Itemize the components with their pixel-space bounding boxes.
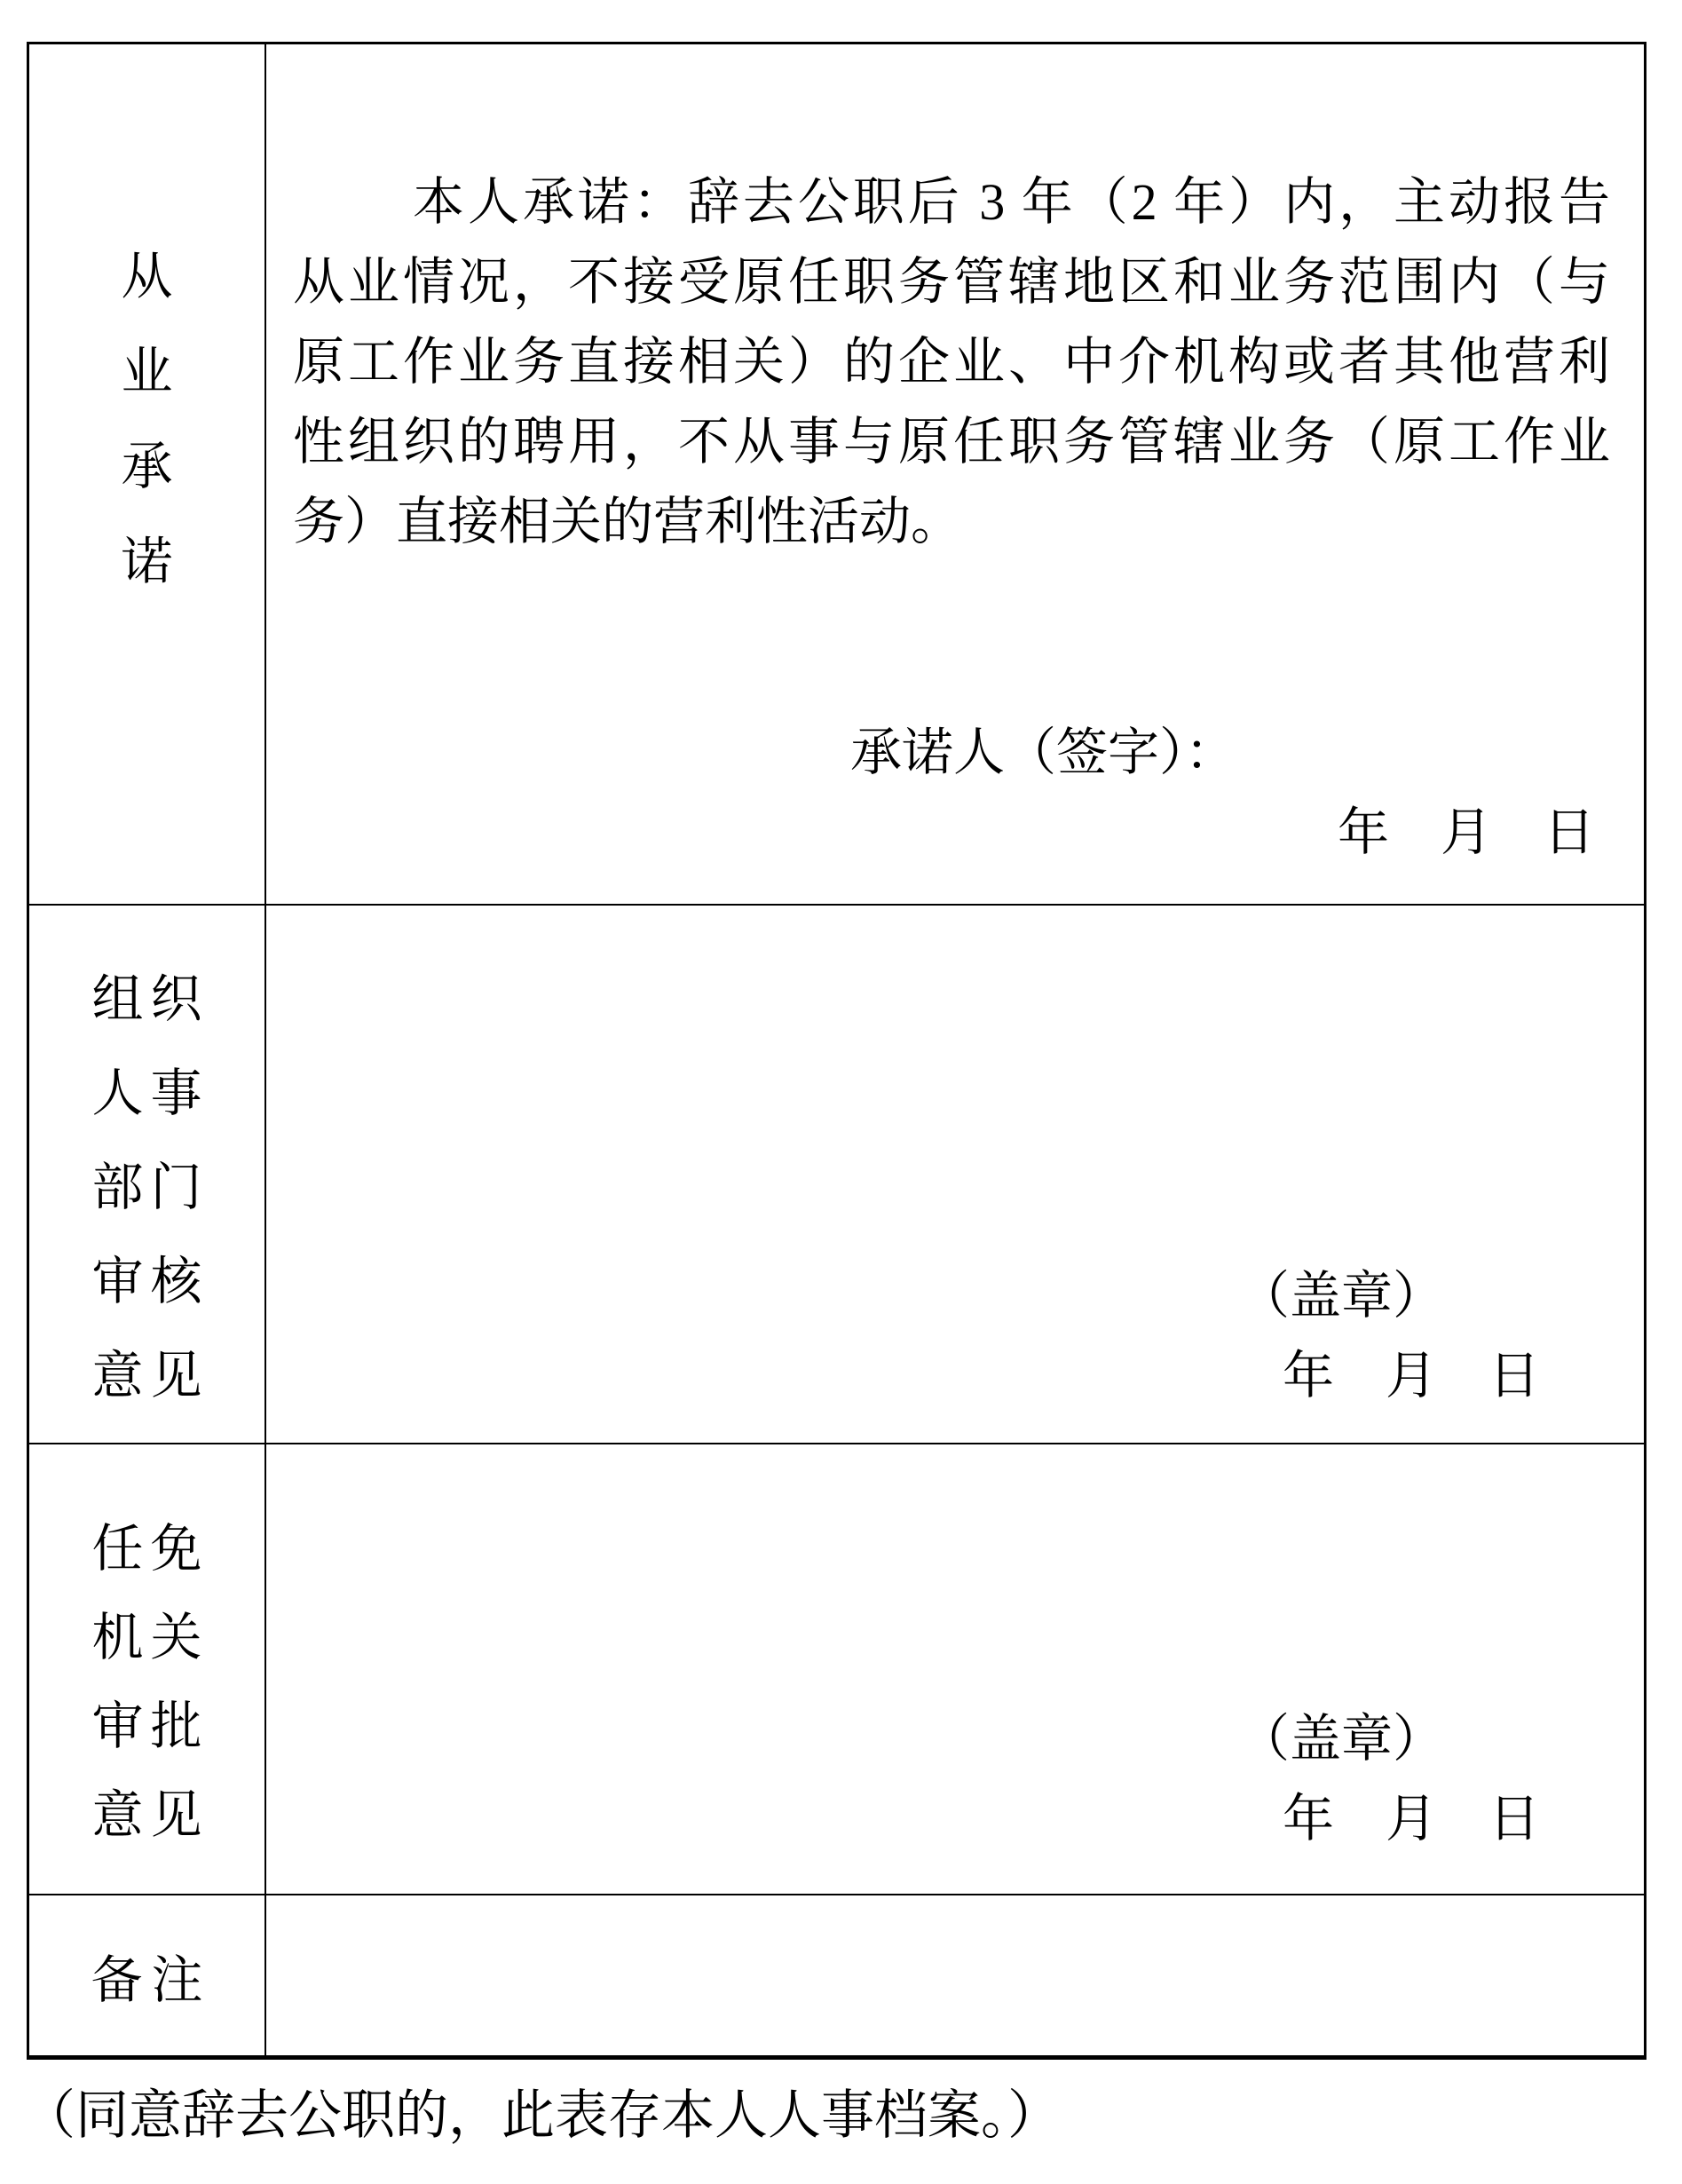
hr-review-date-line: 年 月 日 (1282, 1347, 1540, 1405)
remarks-row-label (29, 1895, 266, 2055)
paragraph-line: 务）直接相关的营利性活动。 (293, 493, 963, 550)
approval-row (29, 1444, 1644, 1895)
hr-review-row (29, 906, 1644, 1444)
commitment-label-char: 从 (121, 248, 173, 305)
approval-date-line: 年 月 日 (1282, 1790, 1540, 1848)
hr-review-stamp-placeholder: （盖章） (1237, 1267, 1444, 1325)
hr-review-label-line: 组织 (91, 970, 209, 1028)
commitment-date-line: 年 月 日 (1337, 803, 1595, 861)
remarks-content-cell (266, 1895, 1644, 2055)
paragraph-line: 本人承诺：辞去公职后 3 年（2 年）内，主动报告 (413, 173, 1610, 231)
approval-label-line: 任免 (91, 1520, 209, 1578)
commitment-paragraph (293, 162, 1610, 562)
commitment-row (29, 44, 1644, 906)
commitment-row-label (29, 44, 266, 904)
signer-signature-label: 承诺人（签字）： (850, 724, 1237, 781)
commitment-content-cell (266, 44, 1644, 904)
hr-review-content-cell (266, 906, 1644, 1443)
footer-note: （同意辞去公职的，此表存本人人事档案。） (22, 2086, 1061, 2145)
approval-label-line: 意见 (91, 1786, 209, 1844)
paragraph-line: 原工作业务直接相关）的企业、中介机构或者其他营利 (293, 333, 1610, 391)
approval-stamp-placeholder: （盖章） (1237, 1710, 1444, 1768)
hr-review-label-line: 审核 (91, 1253, 209, 1310)
resignation-form-table (27, 42, 1646, 2060)
paragraph-line: 性组织的聘用，不从事与原任职务管辖业务（原工作业 (293, 413, 1610, 471)
remarks-label-text: 备注 (91, 1951, 212, 2009)
approval-content-cell (266, 1444, 1644, 1894)
approval-label-line: 审批 (91, 1697, 209, 1755)
commitment-label-char: 诺 (121, 533, 173, 590)
commitment-label-char: 承 (121, 438, 173, 495)
hr-review-label-line: 人事 (91, 1064, 209, 1122)
approval-row-label (29, 1444, 266, 1894)
hr-review-row-label (29, 906, 266, 1443)
hr-review-label-line: 意见 (91, 1347, 209, 1405)
remarks-row (29, 1895, 1644, 2055)
approval-label-line: 机关 (91, 1609, 209, 1666)
hr-review-label-line: 部门 (91, 1159, 209, 1216)
commitment-label-char: 业 (121, 343, 173, 400)
paragraph-line: 从业情况，不接受原任职务管辖地区和业务范围内（与 (293, 253, 1610, 311)
